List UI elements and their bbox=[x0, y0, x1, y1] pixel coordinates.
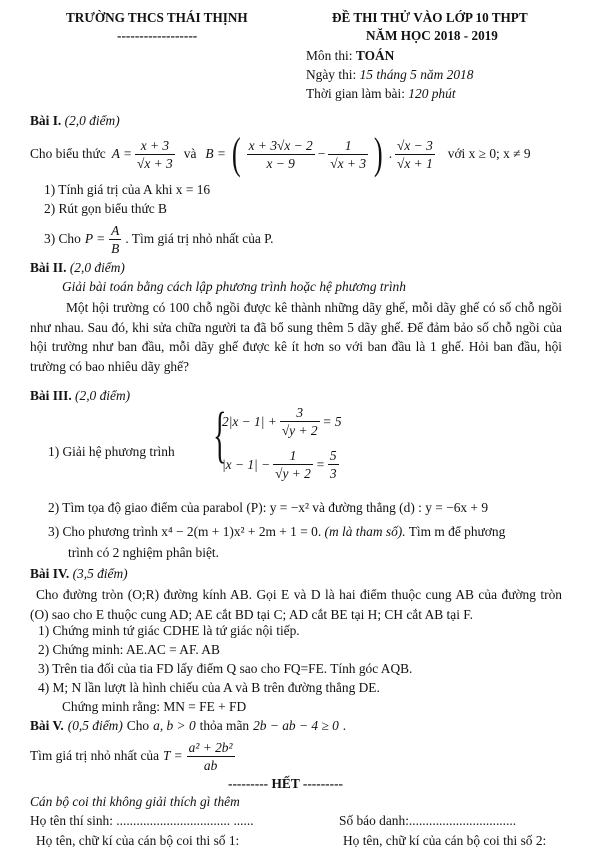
bai4-q4b: Chứng minh rằng: MN = FE + FD bbox=[62, 699, 247, 714]
bai4-q1: 1) Chứng minh tứ giác CDHE là tứ giác nội tiếp. bbox=[38, 623, 300, 638]
eq1-den: √y + 2 bbox=[281, 423, 318, 438]
bai1-points: (2,0 điểm) bbox=[64, 113, 120, 128]
expr-B-frac3 bbox=[395, 137, 435, 172]
expr-A-frac bbox=[135, 137, 175, 172]
bai5-cond1: a, b > 0 bbox=[153, 718, 196, 733]
eq2-den: √y + 2 bbox=[275, 466, 311, 481]
system-eq2 bbox=[222, 447, 339, 482]
bai4-text: Cho đường tròn (O;R) đường kính AB. Gọi E và D là hai điểm thuộc cung AB của đường tròn (O) sao cho E thuộc cung AD; AE cắt BD tại C; AD cắt BE tại H; CH cắt AB tại F. bbox=[30, 587, 562, 622]
student-id-field: Số báo danh:................................ bbox=[339, 813, 517, 828]
date-label: Ngày thi: bbox=[306, 67, 357, 82]
bai1-q3-b: . Tìm giá trị nhỏ nhất của P. bbox=[125, 231, 274, 246]
bai4-heading bbox=[30, 566, 128, 582]
system-eq1 bbox=[222, 404, 342, 439]
expr-T-num: a² + 2b² bbox=[188, 739, 233, 755]
bai1-title: Bài I. bbox=[30, 113, 62, 128]
proctor2-signature: Họ tên, chữ kí của cán bộ coi thi số 2: bbox=[343, 833, 547, 848]
eq1-lhs: 2|x − 1| + bbox=[222, 413, 277, 429]
date-line bbox=[306, 67, 473, 83]
expr-B-f2-den: √x + 3 bbox=[330, 155, 367, 171]
date-value: 15 tháng 5 năm 2018 bbox=[359, 67, 474, 82]
expr-B-frac2 bbox=[328, 137, 368, 172]
time-line bbox=[306, 86, 456, 102]
bai4-title: Bài IV. bbox=[30, 566, 70, 581]
bai1-expression bbox=[30, 129, 531, 178]
bai1-intro: Cho biểu thức bbox=[30, 146, 106, 161]
bai3-q3-cont: trình có 2 nghiệm phân biệt. bbox=[68, 545, 219, 560]
eq2-rden: 3 bbox=[329, 466, 337, 481]
bai3-points: (2,0 điểm) bbox=[75, 388, 131, 403]
system-brace: { bbox=[213, 401, 227, 469]
expr-A-num: x + 3 bbox=[135, 137, 175, 155]
exam-title: ĐỀ THI THỬ VÀO LỚP 10 THPT bbox=[332, 10, 528, 25]
end-marker: --------- HẾT --------- bbox=[228, 776, 343, 791]
bai3-q3-c: Tìm m để phương bbox=[408, 524, 506, 539]
expr-A-den: √x + 3 bbox=[137, 155, 173, 171]
eq2-frac bbox=[273, 447, 313, 482]
minus-sign: − bbox=[317, 146, 326, 161]
expr-P-den: B bbox=[111, 240, 120, 256]
bai3-q3-b: (m là tham số). bbox=[324, 524, 406, 539]
bai5-text-b: thỏa mãn bbox=[199, 718, 250, 733]
expr-B-frac1 bbox=[247, 137, 315, 172]
dot-sign: . bbox=[388, 146, 393, 161]
bai3-q2: 2) Tìm tọa độ giao điểm của parabol (P): y = −x² và đường thẳng (d) : y = −6x + 9 bbox=[48, 500, 489, 515]
bai2-heading bbox=[30, 260, 125, 276]
expr-B-f1-num: x + 3√x − 2 bbox=[248, 137, 313, 153]
paren-close: ) bbox=[373, 129, 383, 178]
expr-T-frac bbox=[187, 739, 235, 774]
time-label: Thời gian làm bài: bbox=[306, 86, 405, 101]
eq2-rnum: 5 bbox=[329, 448, 337, 463]
bai5-find-text: Tìm giá trị nhỏ nhất của bbox=[30, 748, 160, 763]
bai3-q3 bbox=[48, 524, 505, 540]
expr-P-num: A bbox=[111, 222, 120, 238]
school-year: NĂM HỌC 2018 - 2019 bbox=[366, 28, 498, 43]
bai5-cond2: 2b − ab − 4 ≥ 0 bbox=[253, 718, 339, 733]
expr-T-eq: T = bbox=[163, 748, 183, 763]
student-name-field: Họ tên thí sinh: .................................. ...... bbox=[30, 813, 254, 828]
bai2-text: Một hội trường có 100 chỗ ngồi được kê thành những dãy ghế, mỗi dãy ghế có số chỗ ngồi như nhau. Sau đó, khi sửa chữa người ta đã bổ sung thêm 5 dãy ghế. Để đảm bảo số chỗ ngồi của hội trường như ban đầu, mỗi dãy ghế được kê ít hơn so với ban đầu là 1 ghế. Hỏi ban đầu, hội trường có bao nhiêu dãy ghế? bbox=[30, 300, 562, 374]
bai5-line bbox=[30, 718, 346, 734]
school-name: TRƯỜNG THCS THÁI THỊNH bbox=[66, 10, 248, 25]
paren-open: ( bbox=[231, 129, 241, 178]
condition: với x ≥ 0; x ≠ 9 bbox=[447, 146, 531, 161]
bai1-heading bbox=[30, 113, 120, 129]
proctor-note: Cán bộ coi thi không giải thích gì thêm bbox=[30, 794, 240, 809]
subject-line bbox=[306, 48, 394, 64]
bai4-q2: 2) Chứng minh: AE.AC = AF. AB bbox=[38, 642, 220, 657]
expr-B-f2-num: 1 bbox=[328, 137, 368, 155]
and-word: và bbox=[183, 146, 197, 161]
eq1-frac bbox=[280, 404, 320, 439]
bai1-q1: 1) Tính giá trị của A khi x = 16 bbox=[44, 182, 211, 197]
expr-P-eq: P = bbox=[84, 231, 106, 246]
expr-B-f3-num: √x − 3 bbox=[397, 137, 433, 153]
eq2-num: 1 bbox=[273, 447, 313, 465]
subject-value: TOÁN bbox=[355, 48, 395, 63]
bai5-find bbox=[30, 736, 235, 776]
school-rule: ------------------ bbox=[117, 28, 198, 43]
bai5-text-c: . bbox=[342, 718, 347, 733]
bai5-text-a: Cho bbox=[126, 718, 150, 733]
expr-B-eq: B = bbox=[205, 146, 226, 161]
bai1-q3-a: 3) Cho bbox=[44, 231, 81, 246]
eq2-rhs-frac bbox=[328, 447, 339, 482]
bai1-q2: 2) Rút gọn biểu thức B bbox=[44, 201, 167, 216]
bai2-instruction: Giải bài toán bằng cách lập phương trình hoặc hệ phương trình bbox=[62, 279, 406, 294]
bai4-q4: 4) M; N lần lượt là hình chiếu của A và B trên đường thẳng DE. bbox=[38, 680, 380, 695]
bai2-title: Bài II. bbox=[30, 260, 67, 275]
expr-P-frac bbox=[109, 222, 121, 257]
expr-T-den: ab bbox=[203, 757, 218, 773]
bai3-heading bbox=[30, 388, 130, 404]
bai2-points: (2,0 điểm) bbox=[69, 260, 125, 275]
bai4-points: (3,5 điểm) bbox=[72, 566, 128, 581]
eq1-num: 3 bbox=[280, 404, 320, 422]
bai3-q1: 1) Giải hệ phương trình bbox=[48, 444, 175, 459]
proctor1-signature: Họ tên, chữ kí của cán bộ coi thi số 1: bbox=[36, 833, 240, 848]
bai3-title: Bài III. bbox=[30, 388, 72, 403]
bai5-points: (0,5 điểm) bbox=[67, 718, 123, 733]
eq2-eq: = bbox=[315, 456, 325, 472]
time-value: 120 phút bbox=[408, 86, 456, 101]
subject-label: Môn thi: bbox=[306, 48, 353, 63]
expr-A-eq: A = bbox=[111, 146, 133, 161]
expr-B-f1-den: x − 9 bbox=[266, 155, 295, 171]
bai1-q3 bbox=[44, 220, 274, 258]
eq2-lhs: |x − 1| − bbox=[222, 456, 271, 472]
bai4-q3: 3) Trên tia đối của tia FD lấy điểm Q sao cho FQ=FE. Tính góc AQB. bbox=[38, 661, 413, 676]
bai3-q3-a: 3) Cho phương trình x⁴ − 2(m + 1)x² + 2m + 1 = 0. bbox=[48, 524, 322, 539]
eq1-rhs: = 5 bbox=[322, 413, 342, 429]
expr-B-f3-den: √x + 1 bbox=[397, 155, 433, 171]
bai5-title: Bài V. bbox=[30, 718, 64, 733]
